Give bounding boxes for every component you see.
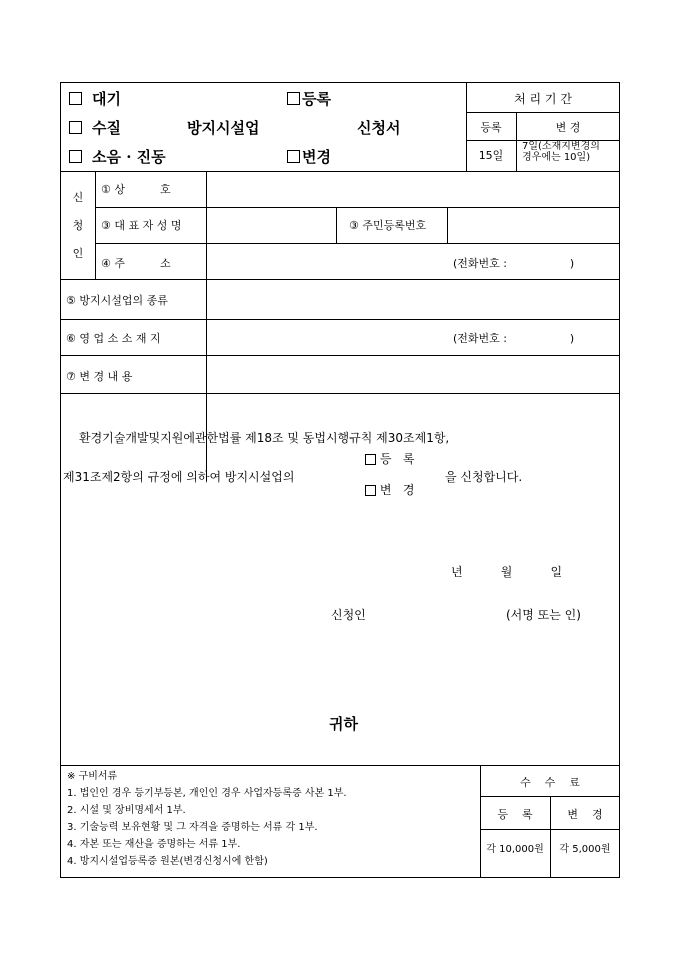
addressee: 귀하 (329, 715, 358, 733)
period-register-value: 15일 (478, 149, 504, 162)
document-item: 4. 방지시설업등록증 원본(변경신청시에 한함) (67, 856, 268, 867)
document-item: 2. 시설 및 장비명세서 1부. (67, 805, 186, 816)
document-item: 4. 자본 또는 재산을 증명하는 서류 1부. (67, 839, 241, 850)
address-phone: (전화번호 : ) (453, 257, 575, 270)
statement-option-register[interactable]: 등 록 (365, 450, 414, 467)
statement-end: 을 신청합니다. (445, 470, 523, 484)
period-register-label: 등록 (480, 121, 502, 134)
statement-option-change[interactable]: 변 경 (365, 481, 414, 498)
checkbox-water[interactable]: 수질 (69, 117, 121, 138)
applicant-sign-label: 신청인 (331, 608, 366, 622)
checkbox-change[interactable]: 변경 (287, 146, 331, 167)
resident-id-label: ③ 주민등록번호 (349, 219, 427, 232)
change-content-field[interactable] (207, 356, 619, 393)
fee-change-value: 각 5,000원 (559, 844, 611, 855)
address-label: ④ 주 소 (101, 257, 171, 270)
processing-period-title: 처 리 기 간 (514, 92, 572, 106)
signature-note: (서명 또는 인) (506, 608, 581, 622)
business-name-label: ① 상 호 (101, 183, 171, 196)
document-item: 1. 법인인 경우 등기부등본, 개인인 경우 사업자등록증 사본 1부. (67, 788, 347, 799)
business-type-field[interactable] (207, 280, 619, 319)
office-phone: (전화번호 : ) (453, 332, 575, 345)
checkbox-register[interactable]: 등록 (287, 88, 331, 109)
checkbox-noise-vibration[interactable]: 소음 · 진동 (69, 146, 166, 167)
form-title: 방지시설업 (187, 119, 260, 137)
representative-name-label: ③ 대 표 자 성 명 (101, 219, 182, 232)
fee-title: 수 수 료 (520, 776, 580, 789)
change-content-label: ⑦ 변 경 내 용 (66, 370, 133, 383)
documents-title: ※ 구비서류 (67, 771, 118, 782)
resident-id-field[interactable] (448, 208, 619, 243)
fee-register-label: 등 록 (497, 808, 533, 821)
period-change-label: 변 경 (555, 121, 581, 134)
applicant-label: 신 (72, 191, 84, 204)
period-change-value: 7일(소재지변경의 경우에는 10일) (522, 141, 600, 163)
form-title-suffix: 신청서 (357, 119, 401, 137)
fee-register-value: 각 10,000원 (486, 844, 544, 855)
business-name-field[interactable] (207, 172, 619, 207)
fee-change-label: 변 경 (567, 808, 603, 821)
business-type-label: ⑤ 방지시설업의 종류 (66, 294, 168, 307)
application-form: 대기 수질 소음 · 진동 방지시설업 신청서 등록 변경 처 리 기 간 등록 변 경 15일 7일(소재지변경의 경우에는 10일) 신 청 인 ① 상 호 ③ 대 표 자 성 명 ③ 주민등록번호 ④ 주 소 (전화번호 : ) ⑤ 방지시설업의 종류 ⑥ 영 업 소 소 재 지 (전화번호 : ) ⑦ 변 경 내 용 환경기술개발및지원에관한법률 제18조 및 동법시행규칙 제30조제1항, 제31조제2항의 규정에 의하여 방지시설업의 등 록 변 경 을 신청합니다. 년 월 일 신청인 (서명 또는 인) 귀하 ※ 구비서류 1. 법인인 경우 등기부등본, 개인인 경우 사업자등록증 사본 1부. 2. 시설 및 장비명세서 1부. 3. 기술능력 보유현황 및 그 자격을 증명하는 서류 각 1부. 4. 자본 또는 재산을 증명하는 서류 1부. 4. 방지시설업등록증 원본(변경신청시에 한함) 수 수 료 등 록 변 경 각 10,000원 각 5,000원 (60, 82, 620, 878)
document-item: 3. 기술능력 보유현황 및 그 자격을 증명하는 서류 각 1부. (67, 822, 318, 833)
statement-line-2: 제31조제2항의 규정에 의하여 방지시설업의 (63, 470, 295, 484)
office-location-label: ⑥ 영 업 소 소 재 지 (66, 332, 161, 345)
date-line: 년 월 일 (451, 565, 563, 579)
statement-line-1: 환경기술개발및지원에관한법률 제18조 및 동법시행규칙 제30조제1항, (79, 431, 450, 445)
required-documents (67, 768, 347, 870)
representative-name-field[interactable] (207, 208, 335, 243)
checkbox-air[interactable]: 대기 (69, 88, 121, 109)
